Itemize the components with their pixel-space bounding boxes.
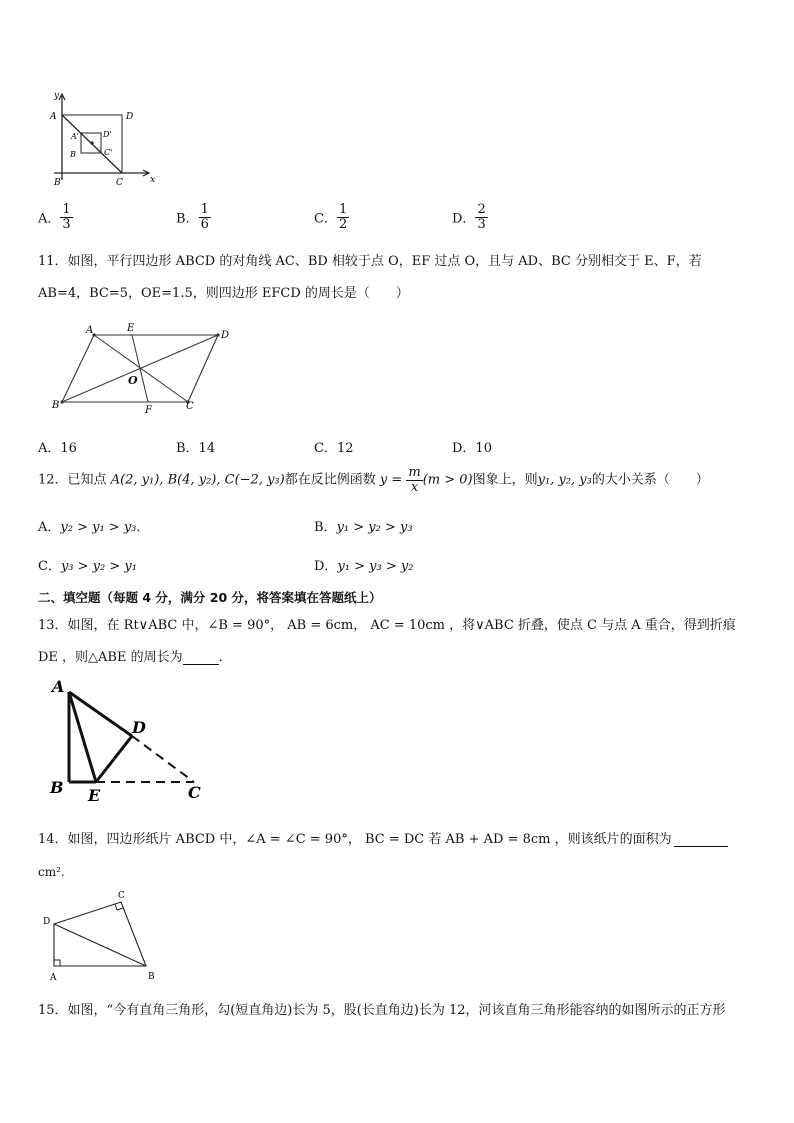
label-b: B (52, 400, 60, 411)
q10-option-b[interactable]: B． $\frac{1}{6}$ (176, 202, 209, 232)
label-e: E (127, 323, 135, 334)
q13-text-line1: 13．如图，在 Rt∨ABC 中，∠B = 90°， AB = 6cm， AC = 10cm ，将∨ABC 折叠，使点 C 与点 A 重合，得到折痕 (38, 618, 736, 633)
label-b: B (50, 778, 64, 797)
label-d: D (221, 330, 230, 341)
q12-option-a[interactable]: A．y₂ > y₁ > y₃． (38, 520, 150, 535)
label-c-prime: C' (104, 148, 113, 157)
fraction: $\frac{1}{3}$ (62, 202, 71, 232)
q12-function-fraction: $\frac{m}{x}$ (408, 465, 421, 495)
label-a: A (50, 973, 57, 983)
q11-option-d[interactable]: D．10 (452, 441, 492, 456)
q11-text-line2: AB=4，BC=5，OE=1.5，则四边形 EFCD 的周长是（ ） (38, 286, 409, 301)
label-c: C (118, 891, 125, 901)
figure-q13-folded-triangle (44, 676, 214, 804)
label-a: A (50, 112, 57, 122)
label-x: x (150, 175, 156, 185)
segment-ef (132, 335, 148, 402)
segment-ad (69, 692, 132, 736)
q12-option-c[interactable]: C．y₃ > y₂ > y₁ (38, 559, 137, 574)
label-d-prime: D' (103, 130, 112, 139)
q11-option-b[interactable]: B．14 (176, 441, 216, 456)
q11-option-a[interactable]: A．16 (38, 441, 77, 456)
q12-option-d[interactable]: D．y₁ > y₃ > y₂ (314, 559, 414, 574)
q15-text-line1: 15．如图，“今有直角三角形，勾(短直角边)长为 5，股(长直角边)长为 12，河该直角三角形能容纳的如图所示的正方形 (38, 1003, 726, 1018)
section-heading-fill-in: 二、填空题（每题 4 分，满分 20 分，将答案填在答题纸上） (38, 590, 382, 605)
dashed-dc (132, 736, 194, 782)
q10-option-a[interactable]: A． $\frac{1}{3}$ (38, 202, 71, 232)
label-d: D (132, 718, 146, 737)
q13-answer-blank[interactable] (183, 649, 219, 665)
q11-option-c[interactable]: C．12 (314, 441, 354, 456)
label-e: E (88, 786, 101, 804)
label-c: C (186, 401, 194, 412)
label-a-prime: A' (71, 132, 79, 141)
fold-de (96, 736, 132, 782)
fraction: $\frac{1}{6}$ (200, 202, 209, 232)
q10-option-d[interactable]: D． $\frac{2}{3}$ (452, 202, 486, 232)
label-a: A (86, 325, 94, 336)
label-d: D (43, 917, 51, 927)
q10-option-c[interactable]: C． $\frac{1}{2}$ (314, 202, 348, 232)
q12-text: 12．已知点 A(2, y₁), B(4, y₂), C(−2, y₃)都在反比例函数 y = $\frac{m}{x}$ (m > 0)图象上，则y₁, y₂, y₃的大小关系（ ） (38, 465, 709, 495)
segment-ae (69, 692, 96, 782)
q13-text-line2: DE ，则△ABE 的周长为 ． (38, 650, 232, 665)
q14-text-line2: cm². (38, 865, 65, 879)
fraction: $\frac{1}{2}$ (338, 202, 348, 232)
label-o: O (128, 374, 138, 387)
fraction: $\frac{2}{3}$ (477, 202, 486, 232)
label-b-prime: B (70, 150, 76, 159)
label-c: C (116, 178, 123, 188)
label-y: y (54, 91, 60, 101)
q11-text-line1: 11．如图，平行四边形 ABCD 的对角线 AC、BD 相较于点 O，EF 过点 O，且与 AD、BC 分别相交于 E、F，若 (38, 254, 702, 269)
label-a: A (52, 677, 65, 696)
q12-points: A(2, y₁), B(4, y₂), C(−2, y₃) (110, 472, 285, 488)
label-f: F (145, 405, 152, 415)
quadrilateral-abcd (54, 902, 146, 966)
label-b: B (54, 178, 61, 188)
label-c: C (188, 783, 201, 802)
q14-text-line1: 14．如图，四边形纸片 ABCD 中，∠A = ∠C = 90°， BC = DC 若 AB + AD = 8cm ，则该纸片的面积为 (38, 828, 728, 847)
figure-q10-coordinate-squares (40, 88, 160, 190)
label-d: D (126, 112, 134, 122)
right-angle-a (54, 960, 60, 966)
label-b: B (148, 972, 155, 982)
q12-option-b[interactable]: B．y₁ > y₂ > y₃ (314, 520, 413, 535)
q14-answer-blank[interactable] (674, 831, 728, 847)
figure-q14-quadrilateral (38, 886, 163, 986)
figure-q11-parallelogram (48, 320, 238, 415)
